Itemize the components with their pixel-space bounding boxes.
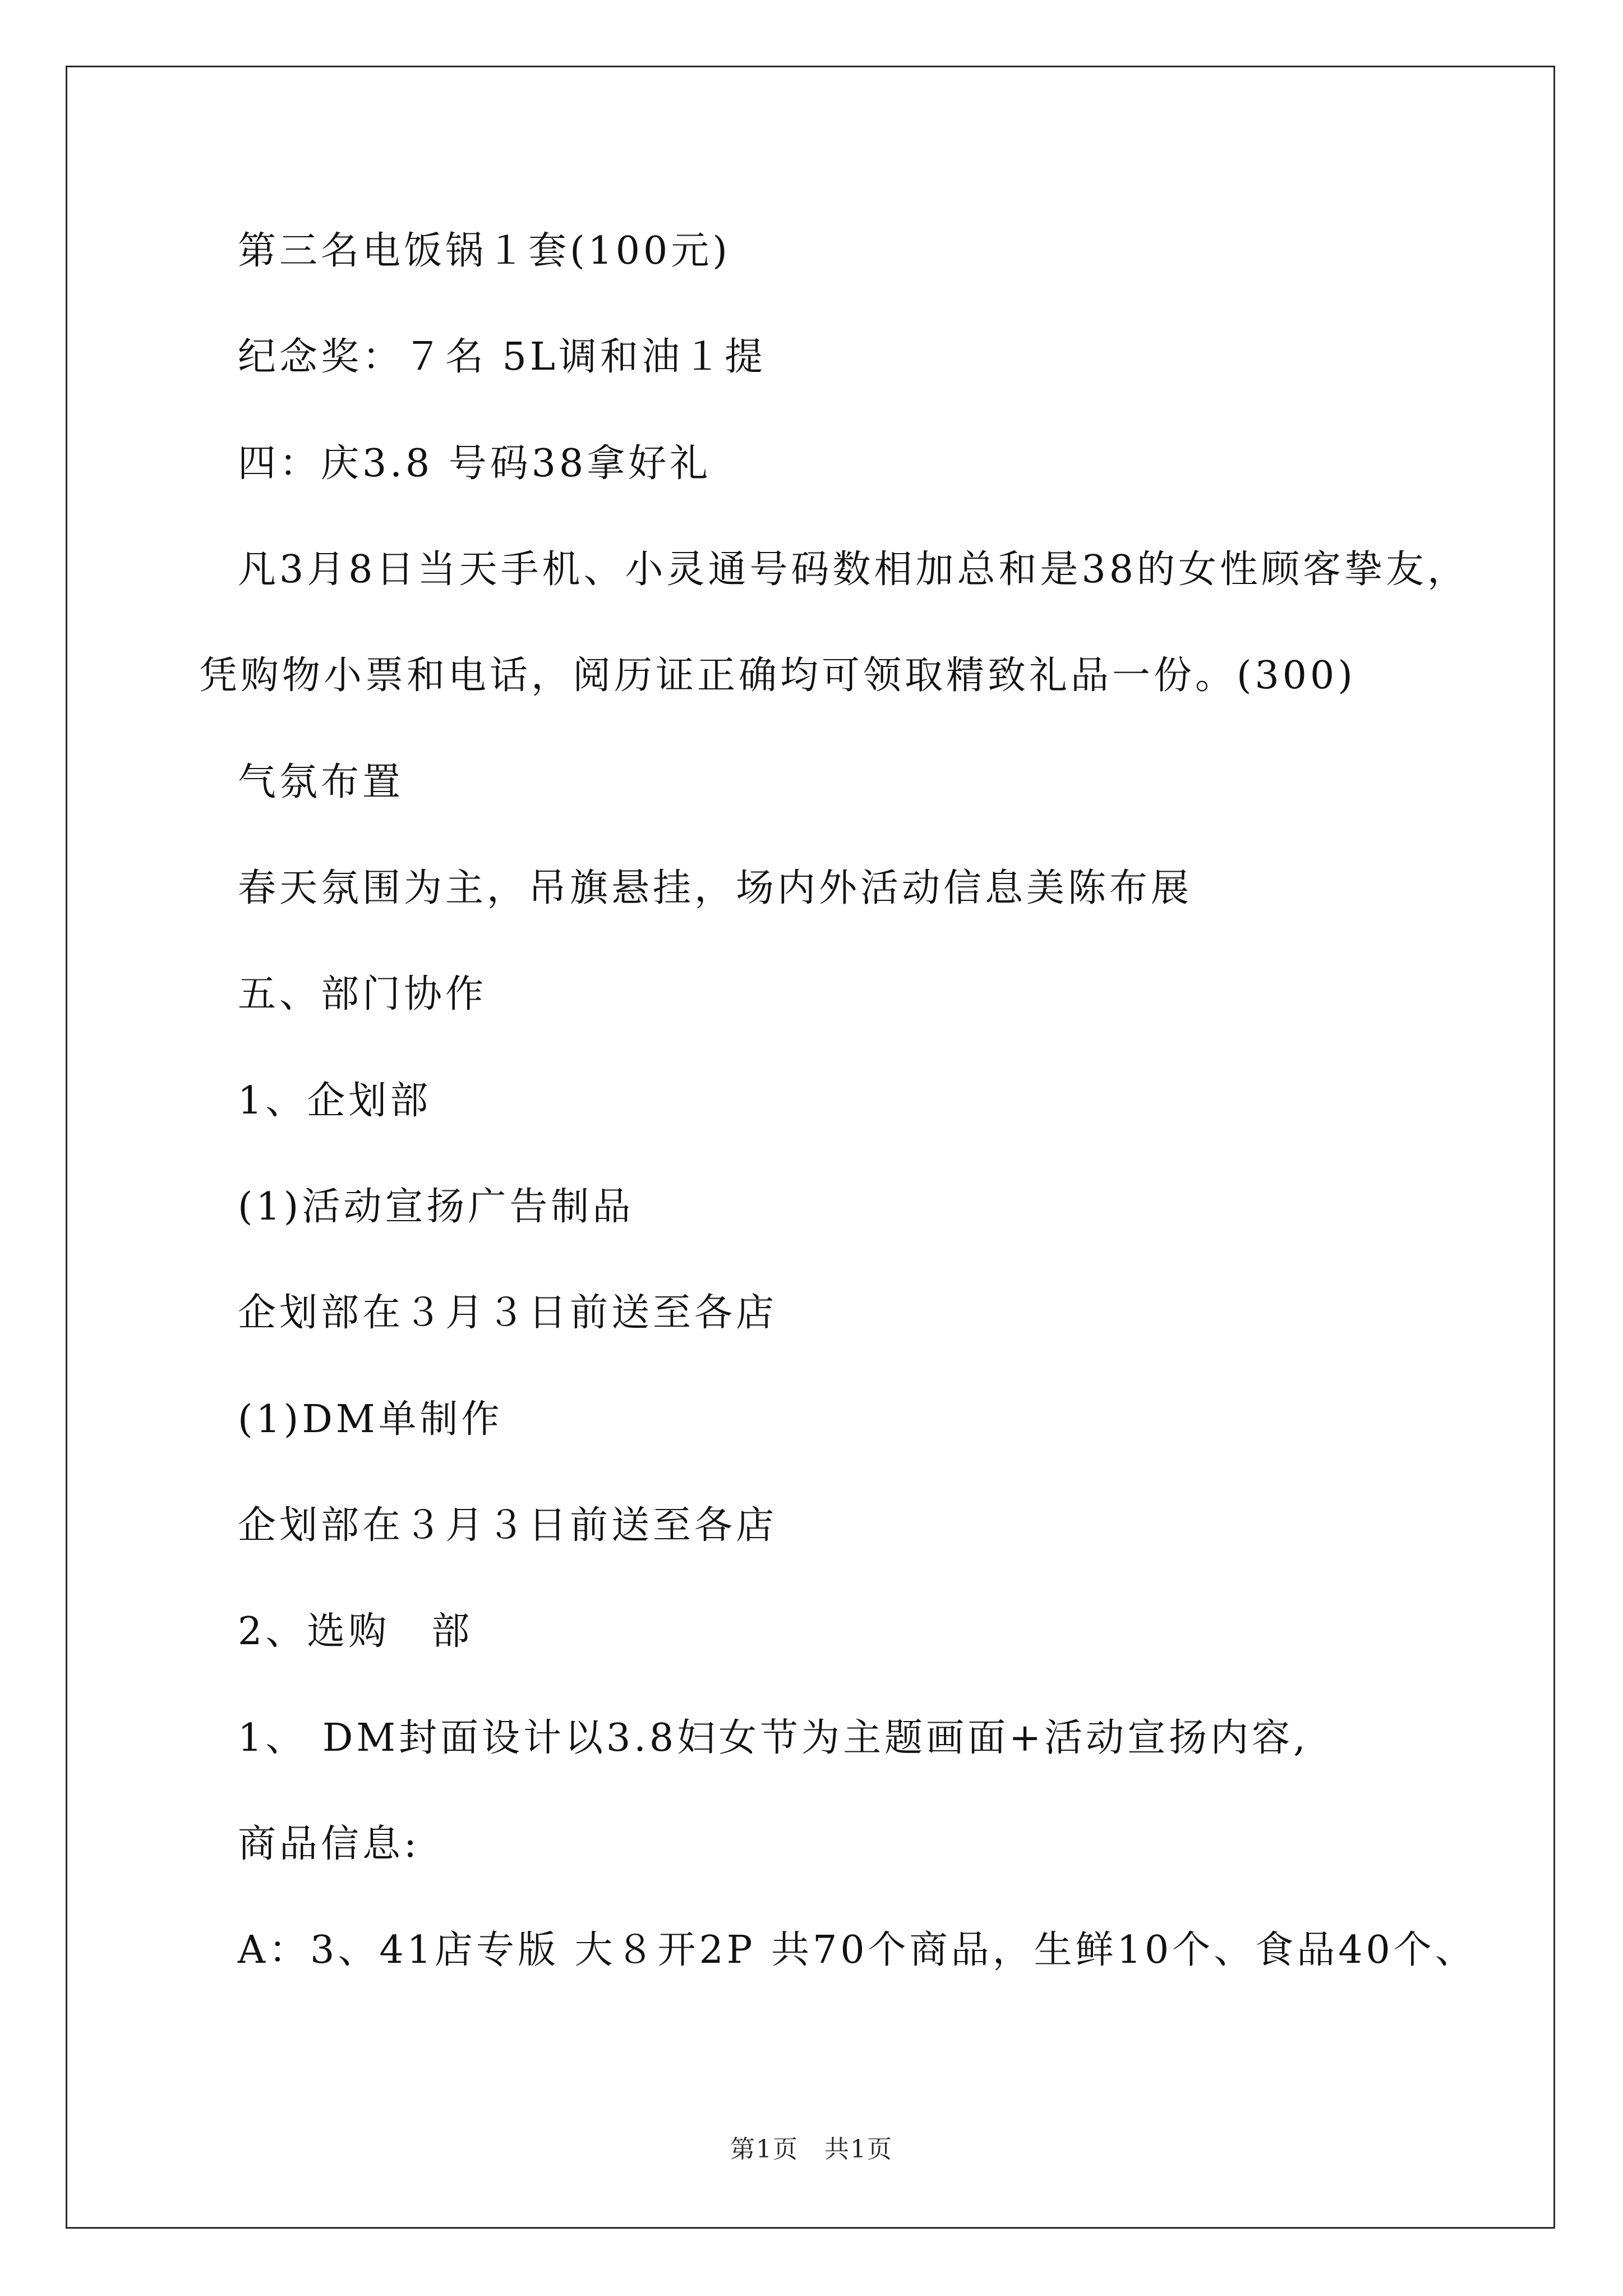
text-line-4: 凡3月8日当天手机、小灵通号码数相加总和是38的女性顾客挚友， — [238, 547, 1469, 592]
text-line-17: A：3、41店专版 大８开2P 共70个商品，生鲜10个、食品40个、 — [238, 1928, 1477, 1972]
text-line-3: 四：庆3.8 号码38拿好礼 — [238, 441, 712, 486]
text-line-10: (1)活动宣扬广告制品 — [238, 1185, 634, 1229]
text-line-12: (1)DM单制作 — [238, 1397, 503, 1442]
text-line-5: 凭购物小票和电话，阅历证正确均可领取精致礼品一份。(300) — [199, 654, 1356, 698]
text-line-1: 第三名电饭锅１套(100元) — [238, 229, 731, 273]
subheading-planning: 1、企划部 — [238, 1079, 432, 1123]
subheading-purchasing: 2、选购 部 — [238, 1609, 473, 1654]
text-line-11: 企划部在３月３日前送至各店 — [238, 1291, 778, 1335]
page-border — [66, 66, 1555, 2229]
section-heading-departments: 五、部门协作 — [238, 972, 487, 1016]
text-line-15: 1、 DM封面设计以3.8妇女节为主题画面+活动宣扬内容, — [238, 1716, 1309, 1760]
text-line-7: 春天氛围为主，吊旗悬挂，场内外活动信息美陈布展 — [238, 866, 1193, 910]
page-footer: 第1页 共1页 — [730, 2135, 893, 2164]
text-line-2: 纪念奖：７名 5L调和油１提 — [238, 335, 767, 379]
text-line-16: 商品信息: — [238, 1822, 420, 1866]
text-line-13: 企划部在３月３日前送至各店 — [238, 1503, 778, 1548]
section-heading-atmosphere: 气氛布置 — [238, 760, 404, 804]
